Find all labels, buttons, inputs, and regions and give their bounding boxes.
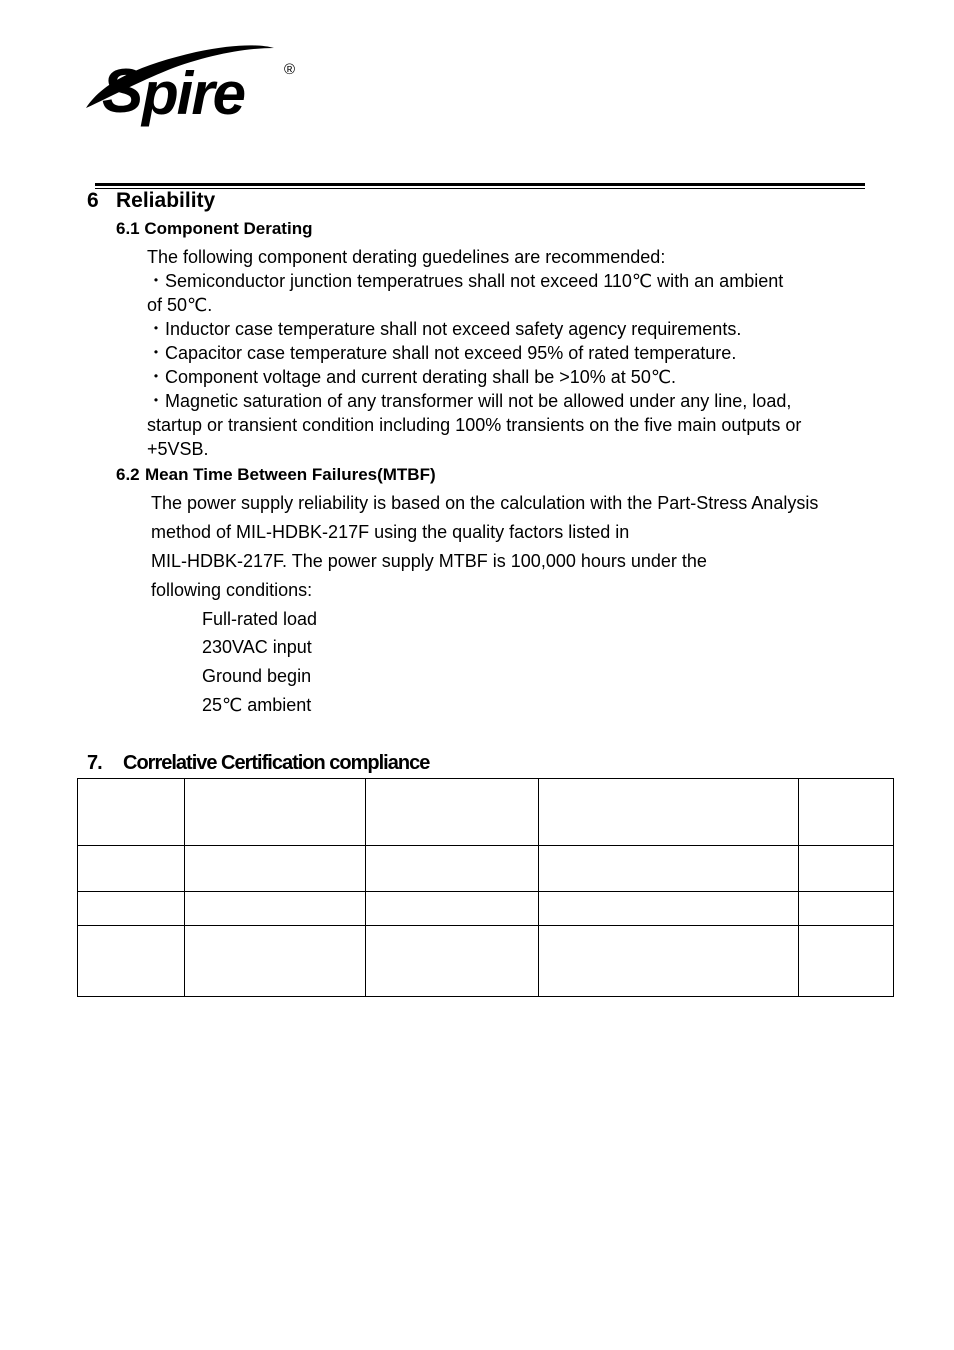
- mtbf-line: following conditions:: [151, 580, 313, 600]
- derating-line: ・Semiconductor junction temperatrues shall not exceed 110℃ with an ambient: [147, 271, 784, 291]
- section-6-number: 6: [87, 189, 99, 212]
- header-rule: [95, 183, 865, 186]
- table-cell: [799, 779, 894, 846]
- table-cell: [366, 779, 539, 846]
- table-cell: [78, 892, 185, 926]
- table-cell: [78, 779, 185, 846]
- table-cell: [799, 926, 894, 997]
- section-6-2-number: 6.2: [116, 465, 140, 484]
- derating-line: ・Inductor case temperature shall not exceed safety agency requirements.: [147, 319, 742, 339]
- table-cell: [185, 892, 366, 926]
- section-6-2-heading: Mean Time Between Failures(MTBF): [145, 465, 436, 484]
- derating-line: of 50℃.: [147, 295, 213, 315]
- certification-table: [77, 778, 894, 997]
- table-cell: [366, 846, 539, 892]
- mtbf-condition: Ground begin: [202, 666, 312, 686]
- derating-line: startup or transient condition including 100% transients on the five main outputs or: [147, 415, 802, 435]
- derating-line: ・Magnetic saturation of any transformer will not be allowed under any line, load,: [147, 391, 792, 411]
- table-cell: [799, 892, 894, 926]
- mtbf-line: The power supply reliability is based on the calculation with the Part-Stress Analysis: [151, 493, 819, 513]
- derating-line: ・Component voltage and current derating shall be >10% at 50℃.: [147, 367, 677, 387]
- section-7-title: Correlative Certification compliance: [123, 752, 430, 774]
- table-cell: [366, 926, 539, 997]
- table-row: [78, 846, 894, 892]
- registered-mark: ®: [284, 61, 296, 78]
- spire-logo: [84, 40, 304, 132]
- table-row: [78, 779, 894, 846]
- table-row: [78, 926, 894, 997]
- mtbf-condition: 230VAC input: [202, 637, 312, 657]
- section-6-title: Reliability: [116, 189, 216, 212]
- table-cell: [366, 892, 539, 926]
- table-cell: [539, 846, 799, 892]
- mtbf-line: MIL-HDBK-217F. The power supply MTBF is 100,000 hours under the: [151, 551, 707, 571]
- table-cell: [78, 846, 185, 892]
- section-7-number: 7.: [87, 752, 102, 774]
- table-row: [78, 892, 894, 926]
- table-cell: [185, 779, 366, 846]
- derating-intro: The following component derating guedelines are recommended:: [147, 247, 666, 267]
- table-cell: [78, 926, 185, 997]
- table-cell: [539, 779, 799, 846]
- mtbf-condition: Full-rated load: [202, 609, 318, 629]
- table-cell: [185, 846, 366, 892]
- svg-text:pire: pire: [142, 60, 245, 127]
- mtbf-condition: 25℃ ambient: [202, 695, 312, 715]
- derating-line: ・Capacitor case temperature shall not exceed 95% of rated temperature.: [147, 343, 737, 363]
- derating-line: +5VSB.: [147, 439, 209, 459]
- table-cell: [539, 926, 799, 997]
- table-cell: [185, 926, 366, 997]
- table-cell: [799, 846, 894, 892]
- section-6-1-heading: 6.1 Component Derating: [116, 219, 313, 238]
- table-cell: [539, 892, 799, 926]
- mtbf-line: method of MIL-HDBK-217F using the quality factors listed in: [151, 522, 630, 542]
- svg-text:S: S: [102, 57, 141, 126]
